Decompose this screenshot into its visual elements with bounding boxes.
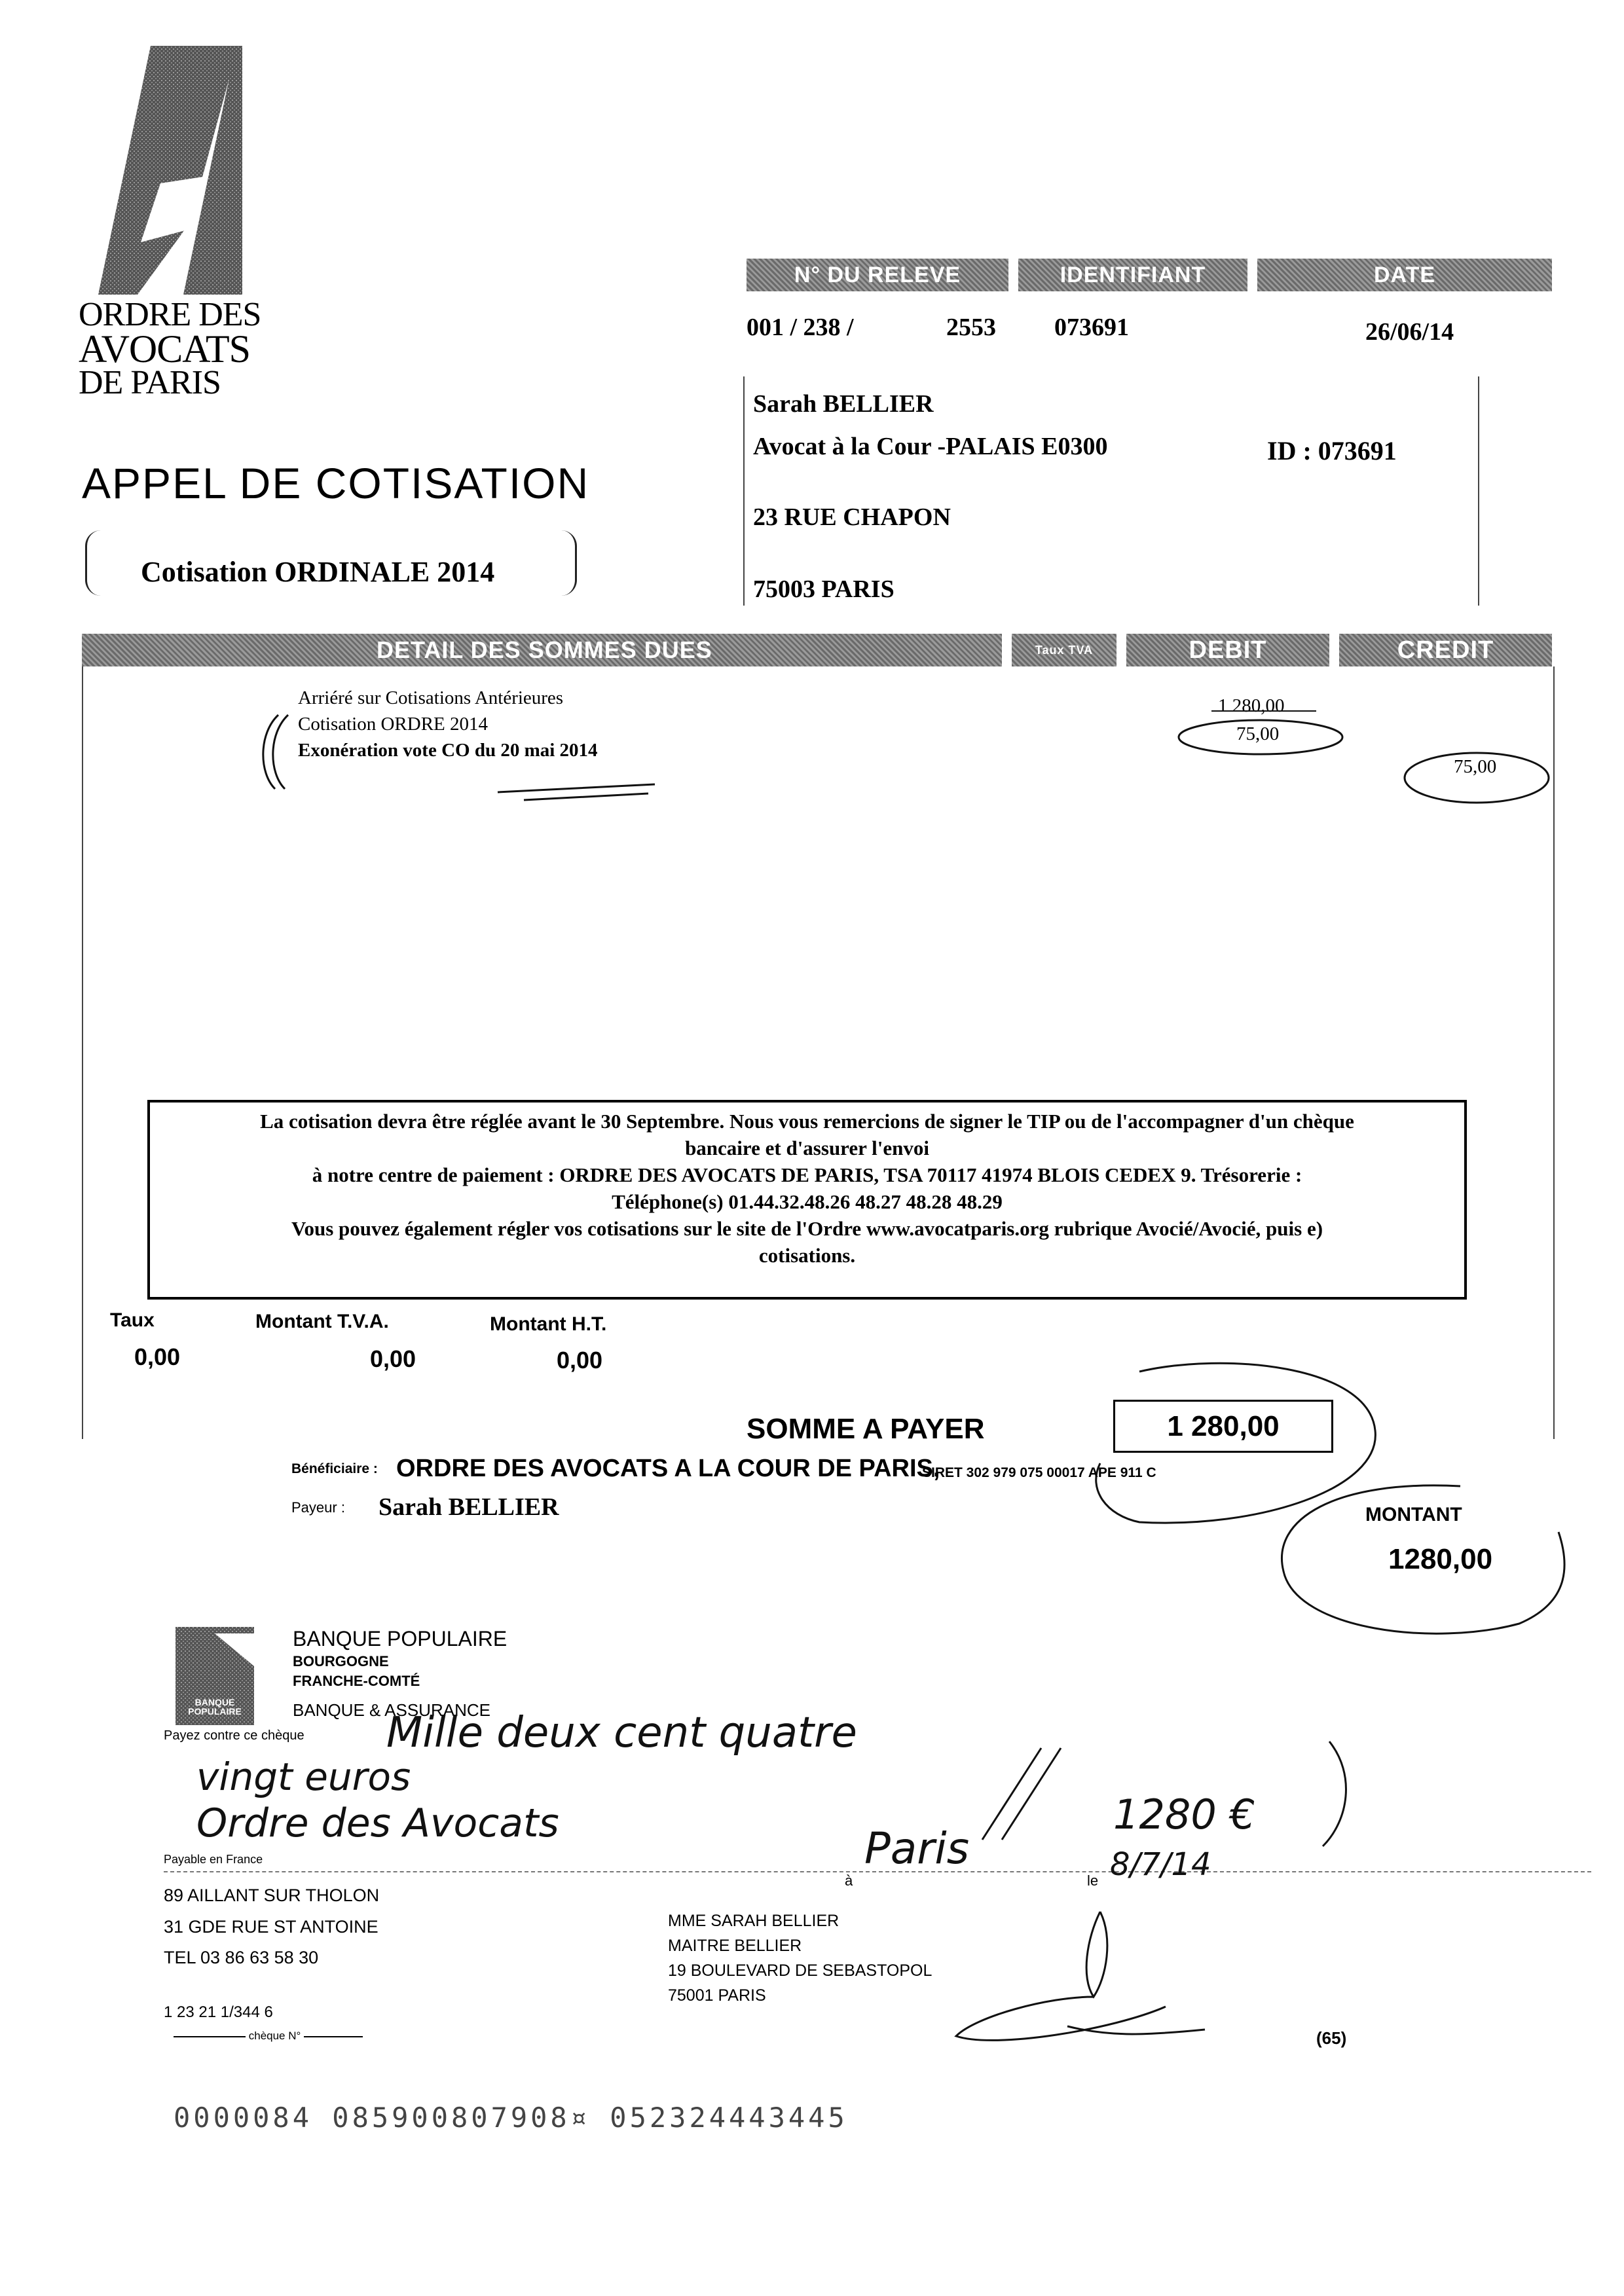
notice-line: cotisations. [758,1244,856,1267]
bank-region-1: BOURGOGNE [293,1653,389,1669]
holder-line-3: 19 BOULEVARD DE SEBASTOPOL [668,1961,932,1980]
montant-circle [1270,1480,1572,1650]
bracket-mark [263,715,288,789]
credit-circle [1405,753,1549,803]
branch-tel: TEL 03 86 63 58 30 [164,1948,319,1967]
written-date: 8/7/14 [1110,1846,1211,1883]
payeur-label: Payeur : [291,1499,345,1516]
detail-line: Exonération vote CO du 20 mai 2014 [298,740,598,761]
org-name-line-3: DE PARIS [79,364,221,401]
identifiant-header: IDENTIFIANT [1018,259,1247,291]
tva-header: Taux TVA [1012,634,1116,666]
signature [917,1899,1283,2069]
payment-notice [147,1100,1467,1300]
cheque-no-text: chèque N° [248,2030,301,2042]
page-title: APPEL DE COTISATION [82,459,590,507]
recipient-id: ID : 073691 [1267,436,1397,465]
bank-logo-text: BANQUE POPULAIRE [188,1697,242,1717]
debit-circle [1179,720,1342,754]
date-prefix: le [1087,1872,1099,1889]
somme-value: 1 280,00 [1113,1400,1333,1453]
taux-value: 0,00 [134,1343,181,1370]
notice-line: bancaire et d'assurer l'envoi [685,1137,929,1159]
bank-name: BANQUE POPULAIRE [293,1627,507,1650]
notice-line: Vous pouvez également régler vos cotisations sur le site de l'Ordre www.avocatparis.org rubrique Avocié/Avocié, puis e) [291,1217,1323,1240]
bank-logo [169,1627,261,1725]
debit-header: DEBIT [1126,634,1329,666]
detail-line: Cotisation ORDRE 2014 [298,714,489,735]
account-ref: 1 23 21 1/344 6 [164,2003,273,2021]
subtitle: Cotisation ORDINALE 2014 [141,556,495,588]
cheque-no-label [174,2030,363,2043]
date-value: 26/06/14 [1365,318,1454,346]
siret: SIRET 302 979 075 00017 APE 911 C [922,1465,1156,1480]
releve-number-a: 001 / 238 / [747,314,854,341]
written-amount-2: vingt euros [196,1755,411,1799]
org-name-line-2: AVOCATS [79,327,250,371]
holder-line-4: 75001 PARIS [668,1986,766,2005]
recipient-title: Avocat à la Cour -PALAIS E0300 [753,433,1108,460]
notice-line: Téléphone(s) 01.44.32.48.26 48.27 48.28 48.29 [612,1190,1003,1213]
ht-value: 0,00 [557,1347,603,1374]
payez-label: Payez contre ce chèque [164,1728,304,1743]
place-prefix: à [845,1872,853,1889]
pen-annotations [0,0,1624,851]
figure-bracket [956,1728,1375,1859]
montant-value: 1280,00 [1388,1543,1493,1575]
cheque-no-rule [174,2036,246,2037]
tva-label: Montant T.V.A. [255,1311,389,1332]
releve-number-b: 2553 [946,314,996,341]
underline-mark [498,784,655,800]
branch-line-1: 89 AILLANT SUR THOLON [164,1886,380,1905]
montant-label: MONTANT [1365,1504,1462,1525]
payable-label: Payable en France [164,1853,263,1866]
recipient-name: Sarah BELLIER [753,390,934,418]
date-header: DATE [1257,259,1552,291]
bank-region-2: FRANCHE-COMTÉ [293,1673,420,1689]
holder-line-1: MME SARAH BELLIER [668,1912,840,1930]
detail-debit: 75,00 [1236,723,1280,744]
tva-value: 0,00 [370,1345,416,1372]
bank-tagline: BANQUE & ASSURANCE [293,1700,490,1720]
detail-debit: 1 280,00 [1218,695,1285,716]
credit-header: CREDIT [1339,634,1552,666]
org-name-line-1: ORDRE DES [79,296,261,333]
cheque-no-rule-right [304,2036,363,2037]
identifiant-value: 073691 [1054,314,1129,341]
written-place: Paris [864,1823,970,1874]
detail-line: Arriéré sur Cotisations Antérieures [298,687,564,708]
recipient-street: 23 RUE CHAPON [753,503,951,531]
beneficiaire-label: Bénéficiaire : [291,1461,378,1476]
notice-line: La cotisation devra être réglée avant le 30 Septembre. Nous vous remercions de signer le TIP ou de l'accompagner d'un chèque [260,1110,1354,1133]
beneficiaire-value: ORDRE DES AVOCATS A LA COUR DE PARIS, [396,1455,940,1482]
releve-header: N° DU RELEVE [747,259,1008,291]
cheque-code: (65) [1316,2028,1347,2048]
written-figure: 1280 € [1113,1791,1255,1838]
ht-label: Montant H.T. [490,1313,607,1335]
somme-label: SOMME A PAYER [747,1413,985,1445]
recipient-city: 75003 PARIS [753,575,895,603]
payeur-value: Sarah BELLIER [378,1493,559,1521]
notice-line: à notre centre de paiement : ORDRE DES AVOCATS DE PARIS, TSA 70117 41974 BLOIS CEDEX 9. Trésorerie : [312,1163,1302,1186]
taux-label: Taux [110,1309,155,1331]
written-amount-1: Mille deux cent quatre [386,1709,857,1757]
holder-line-2: MAITRE BELLIER [668,1937,802,1955]
branch-line-2: 31 GDE RUE ST ANTOINE [164,1917,378,1937]
detail-credit: 75,00 [1454,756,1497,777]
detail-header-label: DETAIL DES SOMMES DUES [377,636,712,663]
micr-line: 0000084 085900807908¤ 052324443445 [174,2102,848,2134]
written-payee: Ordre des Avocats [196,1800,559,1846]
